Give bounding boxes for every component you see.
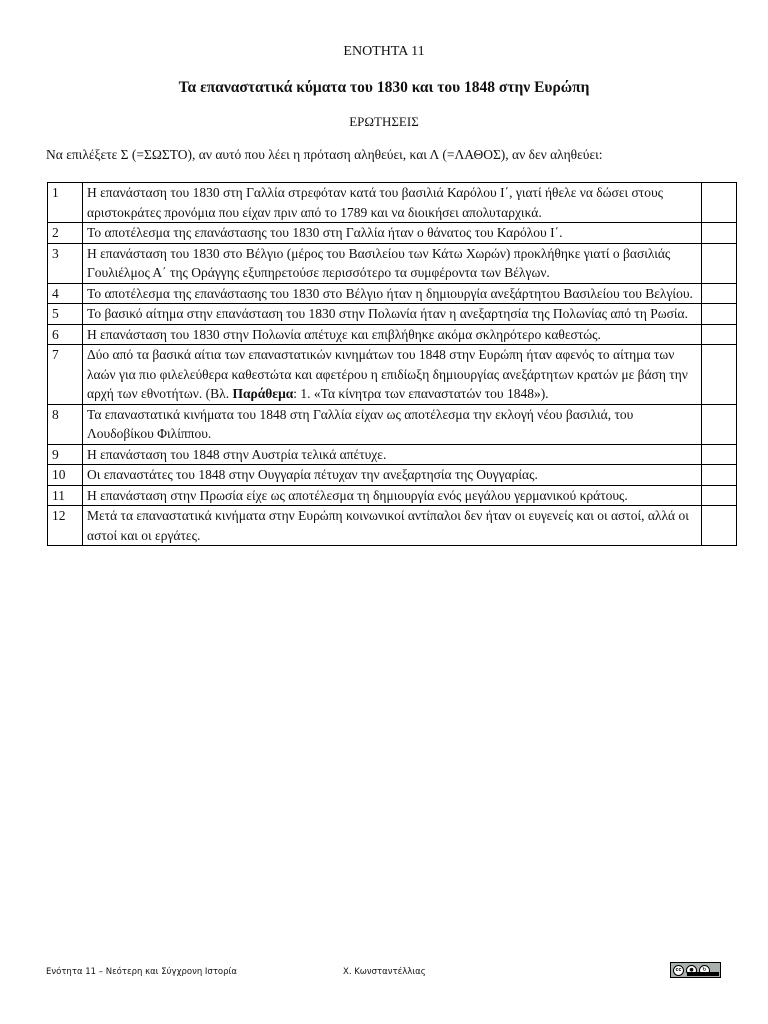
questions-table [47,182,737,546]
question-text: Μετά τα επαναστατικά κινήματα στην Ευρώπη κοινωνικοί αντίπαλοι δεν ήταν οι ευγενείς και οι αστοί, αλλά οι αστοί και οι εργάτες. [83,506,702,546]
answer-cell[interactable] [702,444,737,465]
by-icon: ● [686,965,697,976]
page-title: Τα επαναστατικά κύματα του 1830 και του 1848 στην Ευρώπη [178,79,590,96]
question-number: 4 [48,283,83,304]
question-number: 3 [48,243,83,283]
question-text: Η επανάσταση του 1830 στην Πολωνία απέτυχε και επιβλήθηκε ακόμα σκληρότερο καθεστώς. [83,324,702,345]
question-number: 1 [48,183,83,223]
question-text: Το αποτέλεσμα της επανάστασης του 1830 στο Βέλγιο ήταν η δημιουργία ανεξάρτητου Βασιλείου του Βελγίου. [83,283,702,304]
question-row [48,444,737,465]
question-row [48,465,737,486]
question-row [48,506,737,546]
question-row [48,345,737,405]
question-text: Οι επαναστάτες του 1848 στην Ουγγαρία πέτυχαν την ανεξαρτησία της Ουγγαρίας. [83,465,702,486]
answer-cell[interactable] [702,283,737,304]
answer-cell[interactable] [702,345,737,405]
question-number: 12 [48,506,83,546]
question-row [48,324,737,345]
footer-author: Χ. Κωνσταντέλλιας [343,967,426,977]
answer-cell[interactable] [702,223,737,244]
question-row [48,183,737,223]
question-number: 8 [48,404,83,444]
license-strip [687,972,719,976]
instructions: Να επιλέξετε Σ (=ΣΩΣΤΟ), αν αυτό που λέει η πρόταση αληθεύει, και Λ (=ΛΑΘΟΣ), αν δεν αληθεύει: [46,147,603,162]
source-reference: Παράθεμα [232,386,294,401]
question-number: 10 [48,465,83,486]
answer-cell[interactable] [702,465,737,486]
answer-cell[interactable] [702,243,737,283]
question-number: 11 [48,485,83,506]
questions-heading: ΕΡΩΤΗΣΕΙΣ [349,114,419,129]
question-row [48,223,737,244]
question-text: Η επανάσταση του 1830 στη Γαλλία στρεφόταν κατά του βασιλιά Καρόλου Ι΄, γιατί ήθελε να δώσει στους αριστοκράτες προνόμια που είχαν πριν από το 1789 και να διοικήσει απολυταρχικά. [83,183,702,223]
question-text-part: : 1. «Τα κίνητρα των επαναστατών του 1848»). [293,386,549,401]
question-text: Το βασικό αίτημα στην επανάσταση του 1830 στην Πολωνία ήταν η ανεξαρτησία της Πολωνίας από τη Ρωσία. [83,304,702,325]
question-text: Τα επαναστατικά κινήματα του 1848 στη Γαλλία είχαν ως αποτέλεσμα την εκλογή νέου βασιλιά, του Λουδοβίκου Φιλίππου. [83,404,702,444]
question-row [48,404,737,444]
answer-cell[interactable] [702,304,737,325]
cc-by-sa-license-icon [670,962,721,978]
sa-icon: ↻ [699,965,710,976]
question-number: 7 [48,345,83,405]
question-number: 5 [48,304,83,325]
question-text: Η επανάσταση στην Πρωσία είχε ως αποτέλεσμα τη δημιουργία ενός μεγάλου γερμανικού κράτους. [83,485,702,506]
question-text: Το αποτέλεσμα της επανάστασης του 1830 στη Γαλλία ήταν ο θάνατος του Καρόλου Ι΄. [83,223,702,244]
question-row [48,283,737,304]
answer-cell[interactable] [702,324,737,345]
unit-label: ΕΝΟΤΗΤΑ 11 [343,44,425,59]
footer-course: Ενότητα 11 – Νεότερη και Σύγχρονη Ιστορία [46,967,238,977]
question-row [48,243,737,283]
question-text: Η επανάσταση του 1830 στο Βέλγιο (μέρος του Βασιλείου των Κάτω Χωρών) προκλήθηκε γιατί ο βασιλιάς Γουλιέλμος Α΄ της Οράγγης εξυπηρετούσε περισσότερο τα συμφέροντα των Βέλγων. [83,243,702,283]
question-number: 6 [48,324,83,345]
question-row [48,485,737,506]
question-text [83,345,702,405]
question-row [48,304,737,325]
question-number: 9 [48,444,83,465]
answer-cell[interactable] [702,506,737,546]
cc-icon: cc [673,965,684,976]
question-text: Η επανάσταση του 1848 στην Αυστρία τελικά απέτυχε. [83,444,702,465]
answer-cell[interactable] [702,183,737,223]
answer-cell[interactable] [702,485,737,506]
answer-cell[interactable] [702,404,737,444]
question-number: 2 [48,223,83,244]
question-text-part: Δύο από τα βασικά αίτια των επαναστατικών κινημάτων του 1848 στην Ευρώπη ήταν αφενός το αίτημα των λαών για πιο φιλελεύθερα καθεστώτα και αφετέρου η επιδίωξη δημιουργίας ανεξάρτητων κρατών με βάση την αρχή των εθνοτήτων. (Βλ. [87,347,688,401]
